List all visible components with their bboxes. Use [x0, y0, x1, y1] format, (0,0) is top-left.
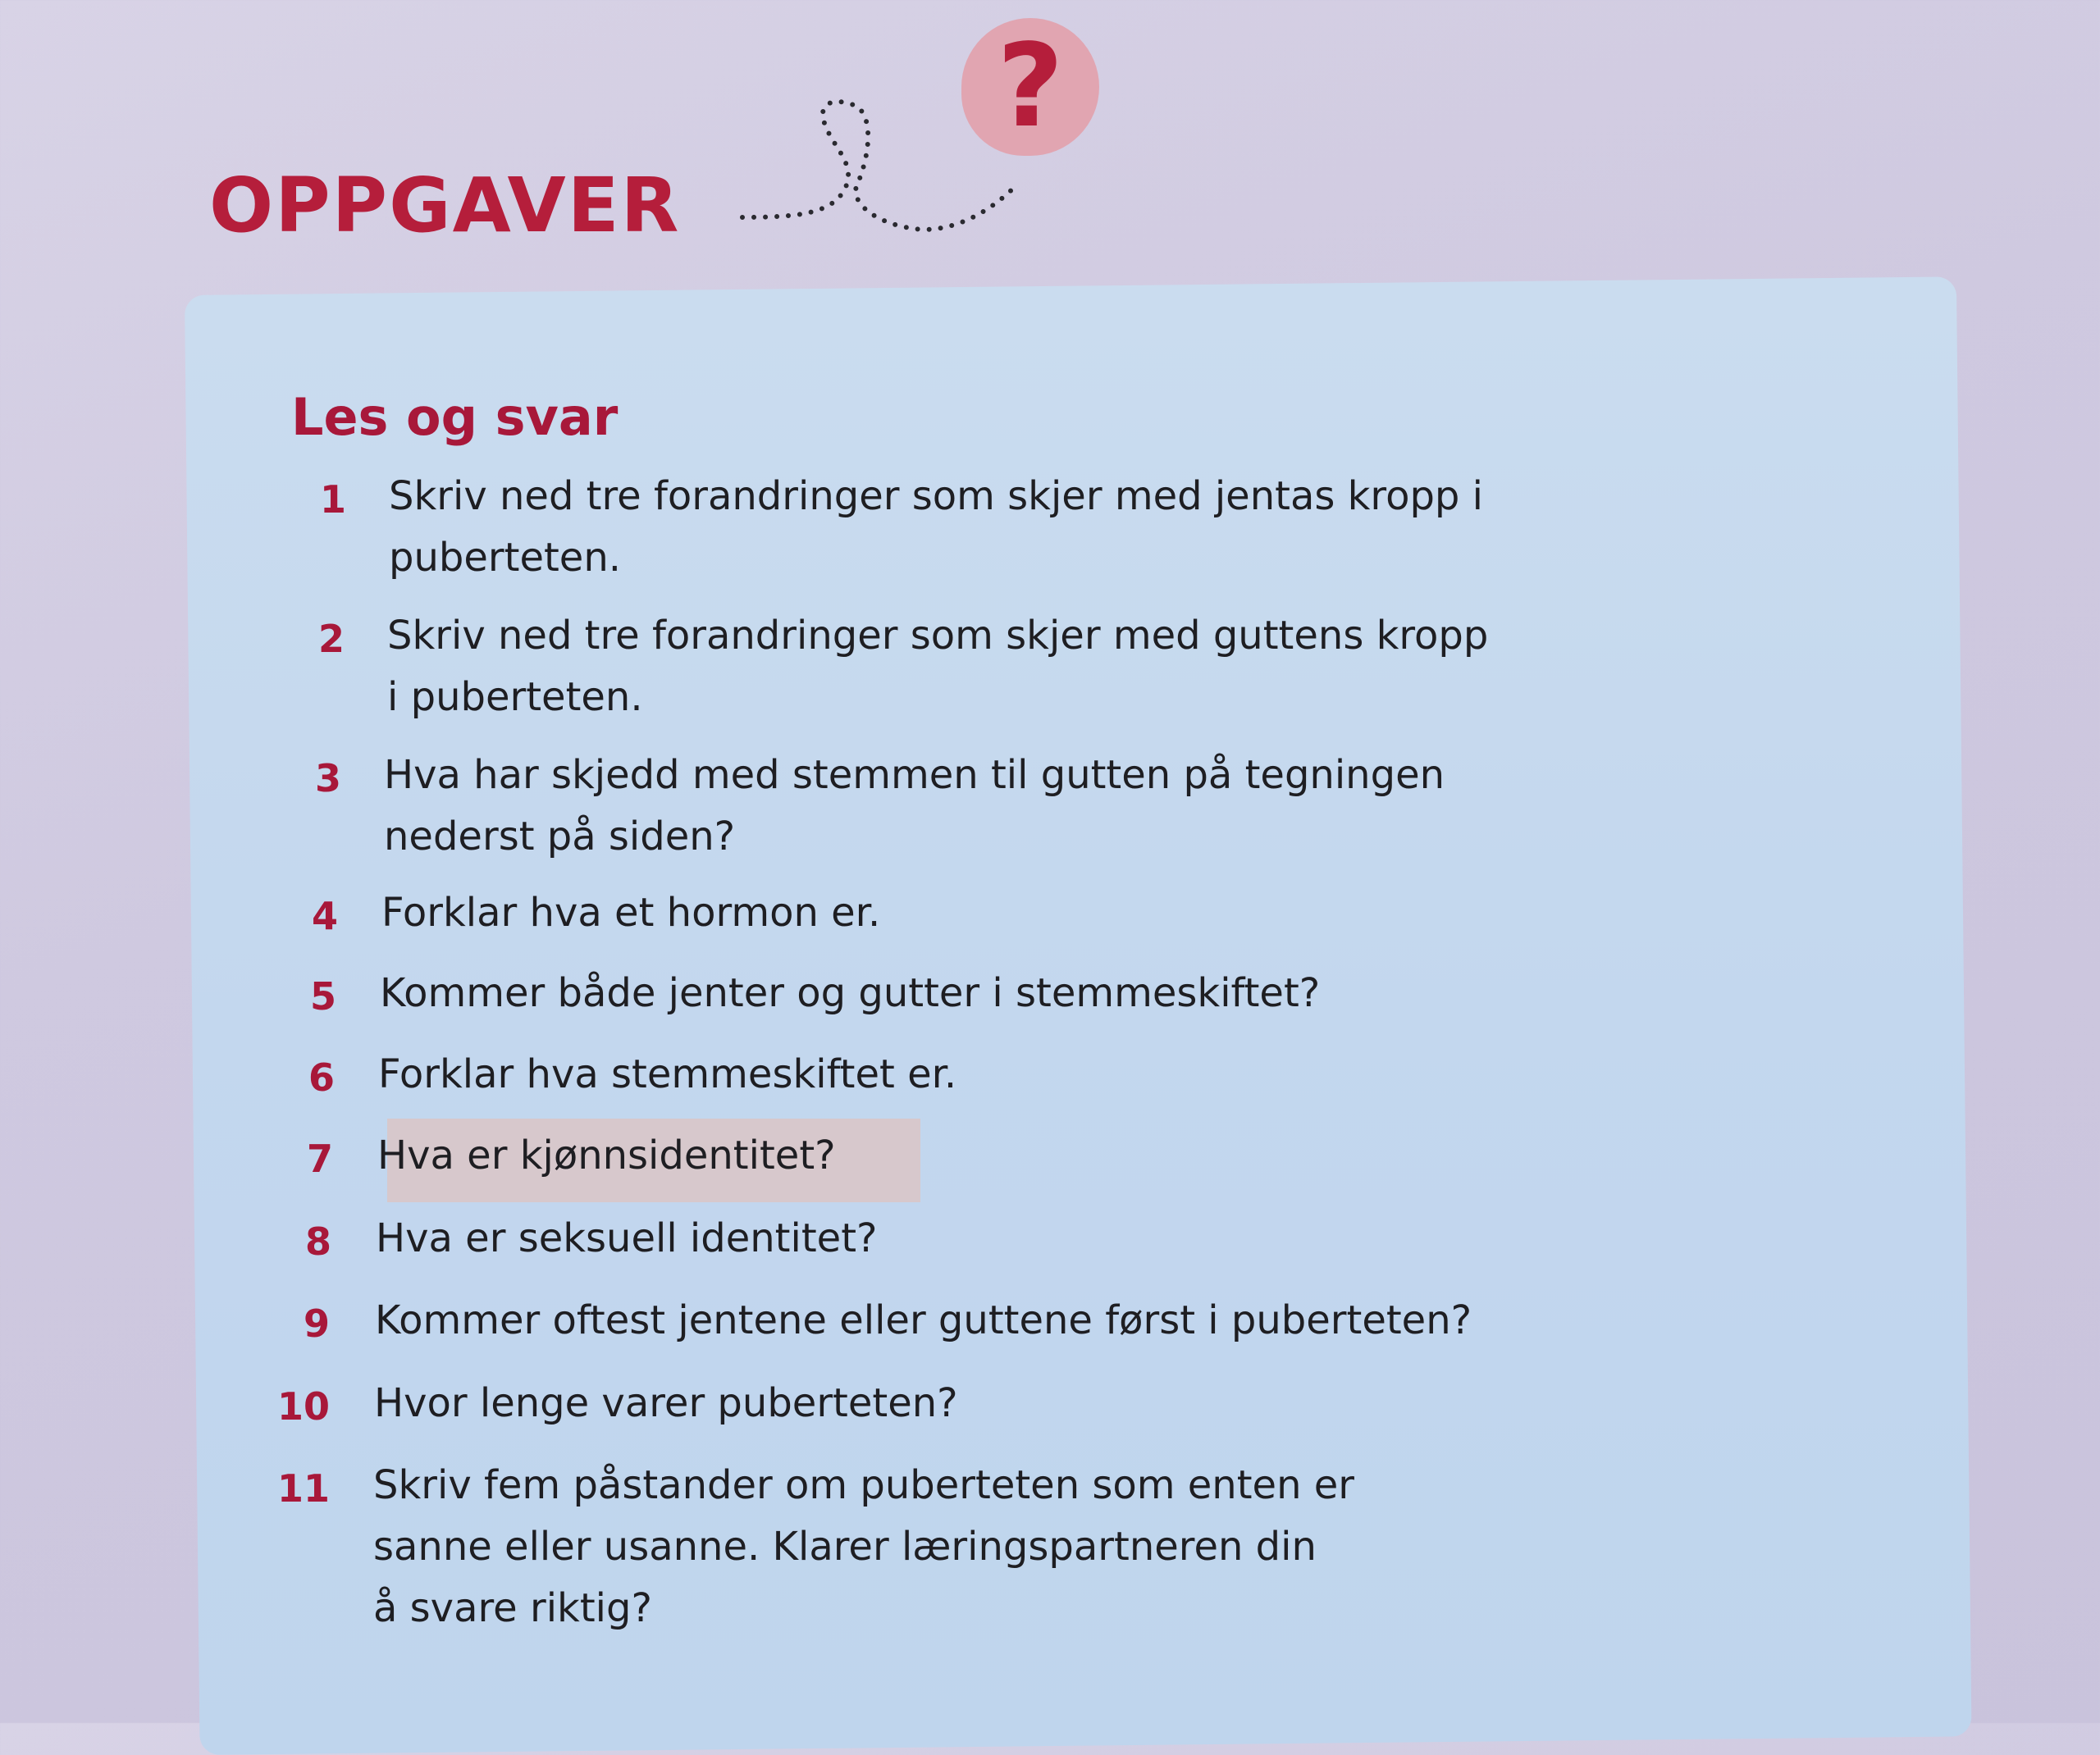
question-text: nederst på siden? — [384, 814, 736, 859]
question-text: Skriv ned tre forandringer som skjer med jentas kropp i — [389, 473, 1483, 519]
question-text: Forklar hva stemmeskiftet er. — [378, 1051, 957, 1097]
question-number: 2 — [317, 617, 345, 661]
section-title: Les og svar — [291, 387, 619, 447]
question-number: 1 — [319, 477, 346, 522]
question-number: 10 — [276, 1384, 330, 1429]
question-number: 5 — [309, 974, 336, 1019]
question-text: å svare riktig? — [373, 1585, 652, 1631]
question-number: 8 — [304, 1219, 331, 1264]
question-text: Skriv ned tre forandringer som skjer med guttens kropp — [387, 613, 1489, 659]
question-number: 3 — [314, 756, 341, 800]
question-text: Hva er seksuell identitet? — [376, 1215, 878, 1261]
question-number: 4 — [311, 894, 338, 938]
question-text: Skriv fem påstander om puberteten som enten er — [373, 1462, 1355, 1508]
question-text: sanne eller usanne. Klarer læringspartneren din — [373, 1524, 1317, 1570]
question-text: i puberteten. — [387, 674, 643, 720]
question-number: 11 — [276, 1466, 330, 1511]
question-number: 7 — [306, 1137, 333, 1181]
question-text: Hvor lenge varer puberteten? — [374, 1380, 958, 1426]
question-number: 6 — [308, 1055, 335, 1100]
question-text: Hva har skjedd med stemmen til gutten på tegningen — [384, 752, 1445, 798]
question-text: Hva er kjønnsidentitet? — [377, 1133, 836, 1178]
question-mark-icon: ? — [997, 20, 1064, 153]
question-text: Kommer oftest jentene eller guttene først i puberteten? — [375, 1297, 1472, 1343]
page-title: OPPGAVER — [209, 162, 681, 249]
question-text: puberteten. — [389, 535, 622, 581]
question-text: Forklar hva et hormon er. — [381, 890, 881, 936]
question-text: Kommer både jenter og gutter i stemmeskiftet? — [380, 970, 1321, 1016]
question-number: 9 — [303, 1301, 330, 1346]
